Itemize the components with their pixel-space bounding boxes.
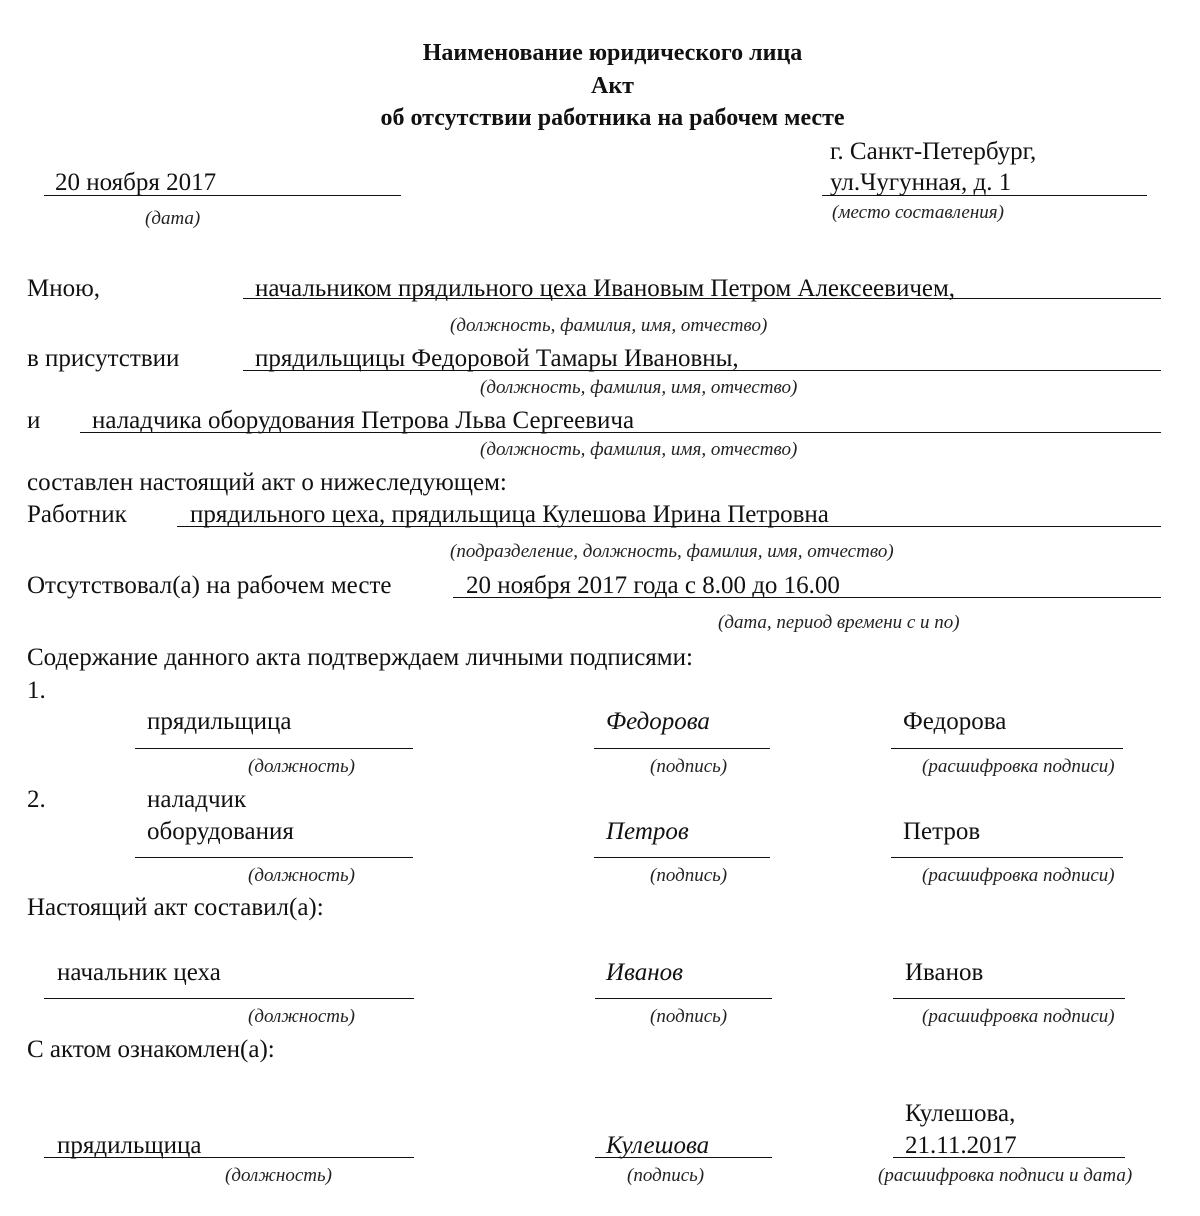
acquainted-decode-line2: 21.11.2017 xyxy=(905,1132,1017,1159)
by-value: начальником прядильного цеха Ивановым Петром Алексеевичем, xyxy=(255,275,956,302)
signer-position-line2: оборудования xyxy=(147,818,294,845)
presence-value: прядильщицы Федоровой Тамары Ивановны, xyxy=(255,345,739,372)
compiler-decode-line xyxy=(893,998,1125,999)
date-value: 20 ноября 2017 xyxy=(55,169,217,196)
decode-caption: (расшифровка подписи) xyxy=(922,1006,1115,1027)
acquainted-decode-line xyxy=(893,1157,1125,1158)
acquainted-signature-line xyxy=(595,1157,772,1158)
by-label: Мною, xyxy=(27,275,101,302)
signature-caption: (подпись) xyxy=(627,1165,705,1186)
compiler-position-line xyxy=(44,998,414,999)
org-name: Наименование юридического лица xyxy=(422,40,803,66)
position-caption: (должность) xyxy=(248,756,355,777)
signer-number: 1. xyxy=(27,677,46,704)
worker-label: Работник xyxy=(27,501,127,528)
signer-position-line xyxy=(135,857,413,858)
signer-number: 2. xyxy=(27,786,46,813)
date-caption: (дата) xyxy=(145,208,201,229)
signature-caption: (подпись) xyxy=(650,1006,728,1027)
place-line1: г. Санкт-Петербург, xyxy=(830,138,1037,165)
signer-signature: Петров xyxy=(606,818,689,845)
acquainted-decode-line1: Кулешова, xyxy=(905,1100,1016,1127)
confirm-text: Содержание данного акта подтверждаем личными подписями: xyxy=(27,644,693,671)
signer-signature-line xyxy=(594,857,770,858)
compiler-label: Настоящий акт составил(а): xyxy=(27,894,324,921)
acquainted-position: прядильщица xyxy=(57,1132,202,1159)
signature-caption: (подпись) xyxy=(650,865,728,886)
acquainted-label: С актом ознакомлен(а): xyxy=(27,1036,275,1063)
decode-caption: (расшифровка подписи) xyxy=(922,756,1115,777)
place-line2: ул.Чугунная, д. 1 xyxy=(830,169,1012,196)
acquainted-position-line xyxy=(44,1157,414,1158)
worker-line xyxy=(177,526,1161,527)
by-line xyxy=(243,298,1161,299)
signer-signature: Федорова xyxy=(606,708,710,735)
and-line xyxy=(80,432,1161,433)
compiler-signature-line xyxy=(595,998,772,999)
composed-text: составлен настоящий акт о нижеследующем: xyxy=(27,469,507,496)
presence-line xyxy=(243,370,1161,371)
and-label: и xyxy=(27,407,41,434)
decode-date-caption: (расшифровка подписи и дата) xyxy=(878,1165,1133,1186)
signer-position: наладчик xyxy=(147,786,247,813)
date-line xyxy=(44,195,401,196)
signature-caption: (подпись) xyxy=(650,756,728,777)
absence-caption: (дата, период времени с и по) xyxy=(718,612,960,633)
doc-type: Акт xyxy=(591,73,634,99)
by-caption: (должность, фамилия, имя, отчество) xyxy=(450,315,768,336)
place-line xyxy=(822,195,1147,196)
and-value: наладчика оборудования Петрова Льва Сергеевича xyxy=(92,407,635,434)
presence-label: в присутствии xyxy=(27,345,180,372)
and-caption: (должность, фамилия, имя, отчество) xyxy=(480,439,798,460)
compiler-signature: Иванов xyxy=(606,959,683,986)
compiler-decode: Иванов xyxy=(905,959,984,986)
acquainted-signature: Кулешова xyxy=(606,1132,710,1159)
worker-value: прядильного цеха, прядильщица Кулешова Ирина Петровна xyxy=(190,501,829,528)
presence-caption: (должность, фамилия, имя, отчество) xyxy=(480,377,798,398)
signer-position: прядильщица xyxy=(147,708,292,735)
absence-line xyxy=(453,597,1161,598)
signer-decode-line xyxy=(891,748,1123,749)
decode-caption: (расшифровка подписи) xyxy=(922,865,1115,886)
position-caption: (должность) xyxy=(248,865,355,886)
doc-subject: об отсутствии работника на рабочем месте xyxy=(380,105,845,131)
place-caption: (место составления) xyxy=(832,202,1004,223)
position-caption: (должность) xyxy=(248,1006,355,1027)
signer-decode-line xyxy=(891,857,1123,858)
compiler-position: начальник цеха xyxy=(57,959,221,986)
worker-caption: (подразделение, должность, фамилия, имя, отчество) xyxy=(450,541,894,562)
position-caption: (должность) xyxy=(225,1165,332,1186)
signer-position-line xyxy=(135,748,413,749)
signer-signature-line xyxy=(594,748,770,749)
signer-decode: Федорова xyxy=(903,708,1007,735)
absence-value: 20 ноября 2017 года с 8.00 до 16.00 xyxy=(466,572,840,599)
absence-label: Отсутствовал(а) на рабочем месте xyxy=(27,572,392,599)
signer-decode: Петров xyxy=(903,818,981,845)
